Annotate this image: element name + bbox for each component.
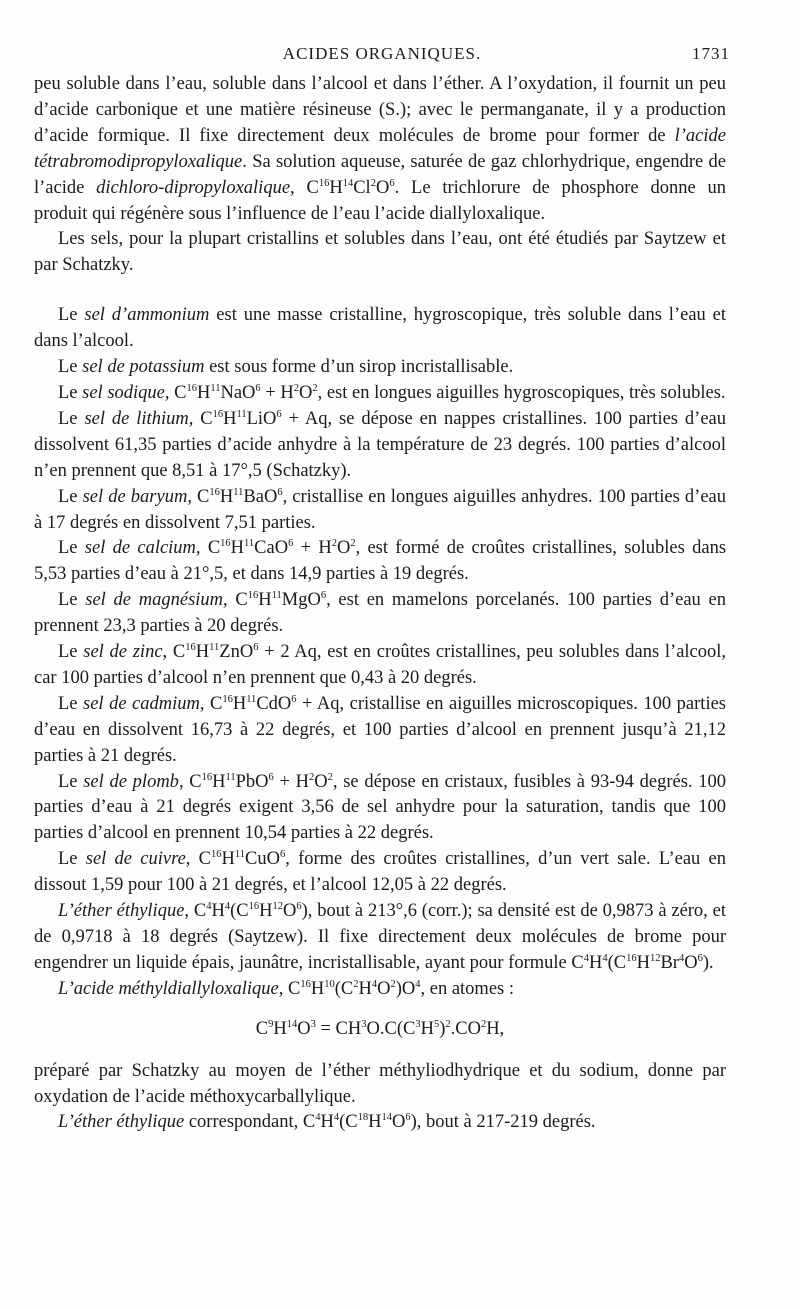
text-run: correspondant, bbox=[184, 1112, 303, 1133]
text-run: , est formé de croûtes cristallines, solubles dans 5,53 parties d’eau à 21°,5, et dans 14,9 parties à 19 degrés. bbox=[34, 538, 727, 585]
formula-symbol: C bbox=[197, 486, 210, 507]
formula-symbol: H bbox=[212, 771, 226, 792]
text-run: , bout à 217-219 degrés. bbox=[416, 1112, 596, 1133]
paragraph-salts-intro: Les sels, pour la plupart cristallins et solubles dans l’eau, ont été étudiés par Saytzew et par Schatzky. bbox=[34, 229, 726, 276]
salt-name: sel de potassium bbox=[82, 357, 205, 378]
text-run: Le bbox=[58, 771, 84, 792]
chemical-formula bbox=[200, 409, 327, 429]
formula-symbol: O.C(C bbox=[366, 1018, 416, 1039]
text-run: , se dépose en cristaux, fusibles à 93-94 degrés. 100 parties d’eau à 21 degrés exigent 3,56 de sel anhydre pour la saturation, tandis que 100 parties d’alcool en prennent 10,54 parties à 22 degrés. bbox=[34, 771, 726, 844]
formula-symbol: C bbox=[174, 382, 187, 403]
text-run: . Sa solution aqueuse, saturée de gaz chlorhydrique, engendre de l’acide bbox=[34, 151, 726, 198]
formula-exponent: 2 bbox=[445, 1018, 451, 1030]
text-run: , cristallise en aiguilles microscopiques. 100 parties d’eau en dissolvent 16,73 à 22 degrés, et 100 parties d’alcool en prennent jusqu’à 21,12 parties à 21 degrés. bbox=[34, 693, 726, 766]
formula-symbol: C bbox=[189, 771, 202, 792]
text-run: Le bbox=[58, 849, 86, 870]
formula-exponent: 4 bbox=[333, 1112, 340, 1124]
formula-exponent: 16 bbox=[211, 849, 222, 861]
text-run: peu soluble dans l’eau, soluble dans l’alcool et dans l’éther. A l’oxydation, il fournit un peu d’acide carbonique et une matière résineuse (S.); avec le permanganate, il y a production d’acide formique. Il fixe directement deux molécules de brome pour former de bbox=[34, 74, 726, 146]
salt-name: sel d’ammonium bbox=[84, 305, 210, 326]
formula-symbol: ). bbox=[702, 952, 714, 973]
formula-exponent: 6 bbox=[389, 177, 395, 189]
formula-symbol: O bbox=[336, 538, 351, 559]
formula-symbol: H bbox=[358, 978, 372, 999]
text-run: , se dépose en nappes cristallines. 100 parties d’eau dissolvent 61,35 parties d’acide anhydre à la température de 23 degrés. 100 parties d’alcool n’en prennent que 8,51 à 17°,5 (Schatzky). bbox=[34, 408, 726, 481]
formula-symbol: PbO bbox=[235, 771, 269, 792]
text-run: Le bbox=[58, 408, 85, 429]
formula-symbol: H bbox=[310, 978, 325, 999]
formula-symbol: C bbox=[288, 978, 301, 999]
formula-exponent: 3 bbox=[310, 1018, 316, 1030]
salt-name: sel de magnésium bbox=[85, 590, 224, 611]
text-run: , cristallise en longues aiguilles anhydres. 100 parties d’eau à 17 degrés en dissolvent 7,51 parties. bbox=[34, 486, 727, 533]
salt-name: sel de cuivre bbox=[85, 849, 186, 870]
text-run: Le bbox=[58, 382, 83, 403]
formula-exponent: 11 bbox=[209, 642, 220, 654]
formula-exponent: 4 bbox=[602, 953, 608, 965]
formula-symbol: H bbox=[258, 590, 272, 611]
formula-symbol: (C bbox=[607, 952, 627, 973]
chemical-formula bbox=[173, 642, 317, 662]
formula-symbol: H bbox=[329, 177, 343, 198]
text-run: Le bbox=[58, 693, 84, 714]
formula-symbol: H bbox=[221, 849, 235, 870]
formula-exponent: 16 bbox=[300, 979, 311, 990]
formula-exponent: 10 bbox=[324, 979, 335, 990]
formula-exponent: 2 bbox=[312, 383, 318, 395]
text-run: Le bbox=[58, 538, 85, 559]
formula-exponent: 16 bbox=[220, 538, 231, 550]
formula-symbol: + H bbox=[293, 538, 332, 559]
salt-name: sel de plomb bbox=[83, 771, 179, 792]
paragraph-lead-salt: Le sel de plomb, $C^{16}H^{11}PbO^6 + H^2O^2$, se dépose en cristaux, fusibles à 93-94 degrés. 100 parties d’eau à 21 degrés exigent 3,56 de sel anhydre pour la saturation, tandis que 100 parties d’alcool en prennent 10,54 parties à 22 degrés. bbox=[34, 771, 726, 844]
formula-symbol: C bbox=[200, 408, 213, 429]
formula-exponent: 11 bbox=[271, 590, 282, 602]
formula-exponent: 11 bbox=[244, 538, 255, 550]
formula-exponent: 16 bbox=[626, 953, 637, 965]
formula-symbol: O bbox=[391, 1112, 406, 1133]
formula-exponent: 11 bbox=[233, 486, 244, 498]
formula-exponent: 6 bbox=[253, 642, 259, 654]
chemical-formula bbox=[189, 772, 333, 792]
formula-exponent: 6 bbox=[255, 383, 261, 395]
salt-name: sel de lithium bbox=[84, 408, 189, 429]
formula-symbol: .CO bbox=[450, 1018, 481, 1039]
formula-exponent: 4 bbox=[315, 1112, 321, 1124]
text-run: . Le trichlorure de phosphore donne un produit qui régénère sous l’influence de l’eau l’acide diallyloxalique. bbox=[34, 177, 726, 224]
formula-exponent: 2 bbox=[370, 177, 376, 189]
formula-symbol: H bbox=[211, 901, 225, 922]
text-run: Le bbox=[58, 486, 83, 507]
formula-symbol: H bbox=[368, 1112, 382, 1133]
text-run: , bout à 213°,6 (corr.); sa densité est de 0,9873 à zéro, et de 0,9718 à 18 degrés (Saytzew). Il fixe directement deux molécules de brome pour engendrer un liquide épais, jaunâtre, incristallisable, ayant pour formule bbox=[34, 901, 726, 973]
formula-symbol: O bbox=[282, 901, 297, 922]
chemical-formula bbox=[199, 849, 286, 869]
formula-exponent: 6 bbox=[279, 849, 286, 861]
formula-exponent: 11 bbox=[225, 771, 236, 783]
formula-symbol: O bbox=[684, 952, 698, 973]
formula-exponent: 6 bbox=[276, 409, 282, 421]
formula-symbol: + 2 Aq bbox=[258, 642, 317, 663]
formula-symbol: H bbox=[230, 538, 245, 559]
chemical-formula bbox=[306, 178, 394, 198]
paragraph-lithium-salt: Le sel de lithium, $C^{16}H^{11}LiO^6 + Aq$, se dépose en nappes cristallines. 100 parties d’eau dissolvent 61,35 parties d’acide anhydre à la température de 23 degrés. 100 parties d’alcool n’en prennent que 8,51 à 17°,5 (Schatzky). bbox=[34, 408, 726, 481]
paragraph-ammonium-salt bbox=[34, 303, 726, 355]
text-run: , est en croûtes cristallines, peu solubles dans l’alcool, car 100 parties d’alcool n’en prennent que 0,43 à 20 degrés. bbox=[34, 642, 727, 688]
formula-symbol: (C bbox=[230, 901, 249, 922]
formula-symbol: )O bbox=[395, 978, 416, 999]
formula-symbol: O bbox=[377, 978, 391, 999]
formula-exponent: 18 bbox=[357, 1112, 369, 1124]
page-body bbox=[34, 72, 726, 1136]
salt-name: sel de baryum bbox=[82, 486, 188, 507]
formula-symbol: H bbox=[219, 486, 234, 507]
formula-symbol: C bbox=[207, 538, 221, 559]
formula-symbol: C bbox=[209, 693, 223, 714]
formula-symbol: H bbox=[223, 408, 237, 429]
formula-symbol: H bbox=[196, 382, 211, 403]
formula-exponent: 6 bbox=[288, 538, 294, 550]
formula-exponent: 2 bbox=[309, 771, 315, 783]
formula-symbol: C bbox=[571, 952, 584, 973]
formula-exponent: 6 bbox=[697, 953, 703, 965]
salt-name: sel de calcium bbox=[84, 538, 196, 559]
formula-symbol: ) bbox=[439, 1018, 446, 1039]
formula-symbol: H bbox=[320, 1112, 334, 1133]
formula-symbol: (C bbox=[339, 1112, 358, 1133]
formula-exponent: 2 bbox=[390, 979, 396, 990]
formula-symbol: H bbox=[195, 642, 210, 663]
formula-symbol: Cl bbox=[353, 177, 371, 198]
chemical-formula bbox=[194, 901, 308, 921]
chemical-formula bbox=[174, 383, 317, 403]
formula-symbol: CdO bbox=[256, 693, 292, 714]
acid-name: dichloro-dipropyloxalique bbox=[96, 177, 291, 198]
formula-symbol: C bbox=[306, 177, 319, 198]
salt-name: sel de zinc bbox=[83, 642, 163, 663]
salt-name: sel de cadmium bbox=[83, 693, 200, 714]
formula-exponent: 12 bbox=[272, 901, 283, 913]
formula-symbol: C bbox=[172, 642, 186, 663]
formula-exponent: 4 bbox=[583, 953, 589, 965]
paragraph-calcium-salt: Le sel de calcium, $C^{16}H^{11}CaO^6 + H^2O^2$, est formé de croûtes cristallines, solubles dans 5,53 parties d’eau à 21°,5, et dans 14,9 parties à 19 degrés. bbox=[34, 538, 727, 585]
formula-exponent: 16 bbox=[248, 901, 260, 913]
formula-symbol: O bbox=[314, 771, 328, 792]
formula-exponent: 14 bbox=[381, 1112, 392, 1124]
paragraph-cadmium-salt: Le sel de cadmium, $C^{16}H^{11}CdO^6 + Aq$, cristallise en aiguilles microscopiques. 100 parties d’eau en dissolvent 16,73 à 22 degrés, et 100 parties d’alcool en prennent jusqu’à 21,12 parties à 21 degrés. bbox=[34, 693, 726, 766]
formula-symbol: Br bbox=[660, 952, 679, 973]
formula-exponent: 2 bbox=[350, 538, 356, 550]
formula-exponent: 16 bbox=[209, 486, 220, 498]
formula-symbol: (C bbox=[334, 978, 354, 999]
compound-name: L’éther éthylique bbox=[58, 1112, 185, 1133]
formula-exponent: 4 bbox=[678, 953, 685, 965]
formula-exponent: 6 bbox=[320, 590, 327, 602]
formula-exponent: 16 bbox=[186, 383, 197, 395]
formula-exponent: 16 bbox=[185, 642, 196, 654]
chemical-formula bbox=[210, 694, 340, 714]
formula-symbol: ) bbox=[410, 1112, 417, 1133]
formula-symbol: O bbox=[298, 382, 313, 403]
formula-symbol: O bbox=[297, 1018, 311, 1039]
formula-symbol: CuO bbox=[245, 849, 280, 870]
chemical-formula bbox=[208, 538, 356, 558]
formula-symbol: LiO bbox=[246, 408, 277, 429]
paragraph-zinc-salt: Le sel de zinc, $C^{16}H^{11}ZnO^6 + 2$ Aq, est en croûtes cristallines, peu solubles dans l’alcool, car 100 parties d’alcool n’en prennent que 0,43 à 20 degrés. bbox=[34, 642, 727, 688]
text-run: , est en mamelons porcelanés. 100 parties d’eau en prennent 23,3 parties à 20 degrés. bbox=[34, 590, 726, 637]
acid-name: l’acide tétrabromodipropyloxalique bbox=[34, 125, 726, 172]
formula-exponent: 16 bbox=[247, 590, 259, 602]
chemical-formula bbox=[197, 487, 283, 507]
formula-exponent: 11 bbox=[234, 849, 246, 861]
formula-exponent: 2 bbox=[327, 771, 333, 783]
formula-symbol: = CH bbox=[315, 1018, 362, 1039]
formula-symbol: CaO bbox=[254, 538, 289, 559]
formula-exponent: 6 bbox=[296, 901, 302, 913]
formula-exponent: 2 bbox=[480, 1018, 487, 1030]
formula-symbol: O bbox=[375, 177, 390, 198]
formula-exponent: 6 bbox=[405, 1112, 411, 1124]
formula-exponent: 2 bbox=[353, 979, 359, 990]
formula-exponent: 9 bbox=[268, 1018, 274, 1030]
formula-symbol: + H bbox=[260, 382, 294, 403]
formula-exponent: 6 bbox=[277, 486, 283, 498]
formula-symbol: H bbox=[259, 901, 273, 922]
formula-exponent: 4 bbox=[371, 979, 378, 990]
formula-exponent: 16 bbox=[212, 409, 224, 421]
text-run: , en atomes : bbox=[420, 978, 515, 999]
compound-name: L’acide méthyldiallyloxalique bbox=[58, 978, 279, 999]
formula-symbol: C bbox=[198, 849, 212, 870]
compound-name: L’éther éthylique bbox=[58, 901, 185, 922]
paragraph-copper-salt: Le sel de cuivre, $C^{16}H^{11}CuO^6$, forme des croûtes cristallines, d’un vert sale. L’eau en dissout 1,59 pour 100 à 21 degrés, et l’alcool 12,05 à 22 degrés. bbox=[34, 849, 726, 896]
paragraph-potassium-salt bbox=[34, 355, 726, 381]
formula-symbol: C bbox=[255, 1018, 269, 1039]
chemical-formula bbox=[235, 590, 326, 610]
formula-exponent: 4 bbox=[224, 901, 231, 913]
formula-exponent: 11 bbox=[210, 383, 221, 395]
paragraph-barium-salt: Le sel de baryum, $C^{16}H^{11}BaO^6$, cristallise en longues aiguilles anhydres. 100 parties d’eau à 17 degrés en dissolvent 7,51 parties. bbox=[34, 486, 727, 533]
formula-exponent: 12 bbox=[649, 953, 661, 965]
text-run: est une masse cristalline, hygroscopique, très soluble dans l’eau et dans l’alcool. bbox=[34, 305, 726, 352]
page-number: 1731 bbox=[692, 44, 730, 63]
text-run: , forme des croûtes cristallines, d’un vert sale. L’eau en dissout 1,59 pour 100 à 21 degrés, et l’alcool 12,05 à 22 degrés. bbox=[34, 849, 726, 896]
text-run: , est en longues aiguilles hygroscopiques, très solubles. bbox=[317, 382, 726, 403]
formula-symbol: NaO bbox=[220, 382, 256, 403]
chemical-formula bbox=[303, 1112, 417, 1132]
formula-exponent: 6 bbox=[291, 694, 297, 706]
formula-symbol: H bbox=[420, 1018, 434, 1039]
text-run: est sous forme d’un sirop incristallisable. bbox=[204, 357, 514, 378]
running-head bbox=[34, 44, 730, 68]
formula-exponent: 16 bbox=[318, 177, 330, 189]
formula-symbol: ) bbox=[301, 901, 308, 922]
paragraph-diallyloxalic-oxidation: peu soluble dans l’eau, soluble dans l’alcool et dans l’éther. A l’oxydation, il fournit un peu d’acide carbonique et une matière résineuse (S.); avec le permanganate, il y a production d’acide formique. Il fixe directement deux molécules de brome pour former de l’acide tétrabromodipropyloxalique. Sa solution aqueuse, saturée de gaz chlorhydrique, engendre de l’acide dichloro-dipropyloxalique, $C^{16}H^{14}Cl^2O^6$. Le trichlorure de phosphore donne un produit qui régénère sous l’influence de l’eau l’acide diallyloxalique. bbox=[34, 74, 726, 224]
text-run: Le bbox=[58, 590, 86, 611]
salt-name: sel sodique bbox=[82, 382, 165, 403]
paragraph-preparation: préparé par Schatzky au moyen de l’éther méthyliodhydrique et du sodium, donne par oxydation de l’acide méthoxycarballylique. bbox=[34, 1060, 726, 1107]
formula-exponent: 2 bbox=[293, 383, 299, 395]
formula-symbol: C bbox=[302, 1112, 316, 1133]
formula-exponent: 11 bbox=[236, 409, 247, 421]
paragraph-methyldiallyloxalic-acid: L’acide méthyldiallyloxalique, $C^{16}H^{10}(C^2H^4O^2)O^4$, en atomes : bbox=[58, 978, 515, 999]
paragraph-magnesium-salt: Le sel de magnésium, $C^{16}H^{11}MgO^6$, est en mamelons porcelanés. 100 parties d’eau en prennent 23,3 parties à 20 degrés. bbox=[34, 590, 726, 637]
formula-symbol: + Aq bbox=[296, 693, 340, 714]
formula-symbol: + H bbox=[273, 771, 310, 792]
running-title: ACIDES ORGANIQUES. bbox=[282, 44, 482, 63]
formula-exponent: 5 bbox=[433, 1018, 440, 1030]
paragraph-corresponding-ether bbox=[34, 1110, 726, 1136]
atomic-formula bbox=[34, 1017, 726, 1043]
formula-exponent: 6 bbox=[268, 771, 274, 783]
formula-symbol: H bbox=[588, 952, 603, 973]
formula-exponent: 4 bbox=[415, 979, 421, 990]
formula-exponent: 11 bbox=[246, 694, 257, 706]
text-run: Le bbox=[58, 642, 84, 663]
formula-exponent: 16 bbox=[201, 771, 213, 783]
formula-symbol: ZnO bbox=[219, 642, 254, 663]
text-run: Le bbox=[58, 357, 83, 378]
formula-symbol: H bbox=[232, 693, 247, 714]
formula-symbol: H, bbox=[486, 1018, 505, 1039]
chemical-formula bbox=[288, 979, 421, 999]
formula-exponent: 16 bbox=[222, 694, 233, 706]
formula-symbol: H bbox=[636, 952, 650, 973]
paragraph-ethyl-ether: L’éther éthylique, $C^4H^4(C^{16}H^{12}O^6)$, bout à 213°,6 (corr.); sa densité est de 0,9873 à zéro, et de 0,9718 à 18 degrés (Saytzew). Il fixe directement deux molécules de brome pour engendrer un liquide épais, jaunâtre, incristallisable, ayant pour formule $C^4H^4(C^{16}H^{12}Br^4O^6)$. bbox=[34, 901, 726, 973]
formula-exponent: 4 bbox=[206, 901, 212, 913]
chemical-formula bbox=[256, 1019, 504, 1039]
formula-exponent: 14 bbox=[286, 1018, 298, 1030]
formula-exponent: 3 bbox=[415, 1018, 421, 1030]
paragraph-sodium-salt: Le sel sodique, $C^{16}H^{11}NaO^6 + H^2O^2$, est en longues aiguilles hygroscopiques, très solubles. bbox=[58, 382, 726, 403]
formula-symbol: H bbox=[273, 1018, 287, 1039]
formula-symbol: BaO bbox=[243, 486, 278, 507]
formula-exponent: 2 bbox=[331, 538, 337, 550]
formula-symbol: + Aq bbox=[281, 408, 328, 429]
text-run: Le bbox=[58, 305, 85, 326]
formula-symbol: MgO bbox=[281, 590, 321, 611]
formula-exponent: 3 bbox=[361, 1018, 367, 1030]
formula-symbol: C bbox=[193, 901, 207, 922]
formula-exponent: 14 bbox=[342, 177, 354, 189]
chemical-formula bbox=[571, 953, 713, 973]
formula-symbol: C bbox=[235, 590, 248, 611]
